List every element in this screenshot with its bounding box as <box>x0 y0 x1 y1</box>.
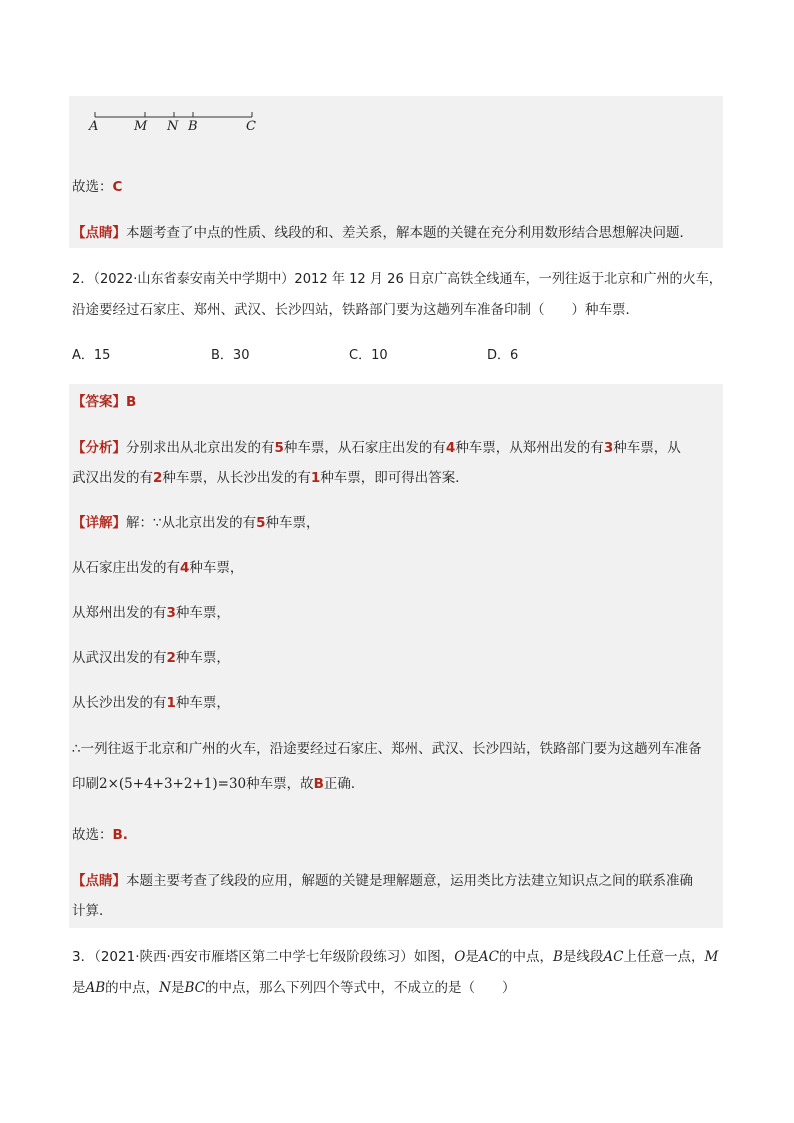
formula: 2×(5+4+3+2+1)=30 <box>99 776 247 792</box>
q2-conclusion-line-2: 印刷2×(5+4+3+2+1)=30种车票，故B正确． <box>72 776 365 792</box>
q2-comment-line-1: 【点睛】本题主要考查了线段的应用，解题的关键是理解题意，运用类比方法建立知识点之间的联系准确 <box>72 873 693 889</box>
q2-comment-line-2: 计算． <box>72 903 113 919</box>
q2-option-a: A．15 <box>72 348 111 363</box>
q3-stem-line-1: 3．（2021·陕西·西安市雁塔区第二中学七年级阶段练习）如图，O是AC的中点，B是线段AC上任意一点，M <box>72 949 719 965</box>
q2-detail-row: 从石家庄出发的有4种车票， <box>72 560 244 576</box>
q2-final-choice: 故选：B. <box>72 827 128 843</box>
q2-option-c: C．10 <box>349 348 388 363</box>
q2-option-d: D．6 <box>487 348 519 363</box>
q2-analysis-line-2: 武汉出发的有2种车票，从长沙出发的有1种车票，即可得出答案． <box>72 470 469 486</box>
label-a: A <box>89 119 99 134</box>
q2-detail-row: 从郑州出发的有3种车票， <box>72 605 230 621</box>
comment-line-1: 【点睛】本题考查了中点的性质、线段的和、差关系，解本题的关键在充分利用数形结合思想解决问题． <box>72 225 693 241</box>
q3-stem-line-2: 是AB的中点，N是BC的中点，那么下列四个等式中，不成立的是（ ） <box>72 980 516 996</box>
label-n: N <box>167 119 179 134</box>
choice-line-1: 故选：C <box>72 179 123 195</box>
label-b: B <box>188 119 198 134</box>
q2-answer-line: 【答案】B <box>72 394 137 410</box>
q2-option-b: B．30 <box>211 348 250 363</box>
q2-conclusion-line-1: ∴一列往返于北京和广州的火车，沿途要经过石家庄、郑州、武汉、长沙四站，铁路部门要为这趟列车准备 <box>72 741 702 757</box>
q2-analysis-line-1: 【分析】分别求出从北京出发的有5种车票，从石家庄出发的有4种车票，从郑州出发的有3种车票，从 <box>72 440 681 456</box>
label-m: M <box>134 119 148 134</box>
q2-detail-row: 从武汉出发的有2种车票， <box>72 650 230 666</box>
q2-stem-line-2: 沿途要经过石家庄、郑州、武汉、长沙四站，铁路部门要为这趟列车准备印制（ ）种车票． <box>72 302 639 318</box>
label-c: C <box>246 119 256 134</box>
q2-detail-row: 从长沙出发的有1种车票， <box>72 695 230 711</box>
q2-stem-line-1: 2．（2022·山东省泰安南关中学期中）2012 年 12 月 26 日京广高铁全线通车，一列往返于北京和广州的火车， <box>72 271 722 287</box>
q2-detail-line-1: 【详解】解：∵从北京出发的有5种车票， <box>72 515 320 531</box>
